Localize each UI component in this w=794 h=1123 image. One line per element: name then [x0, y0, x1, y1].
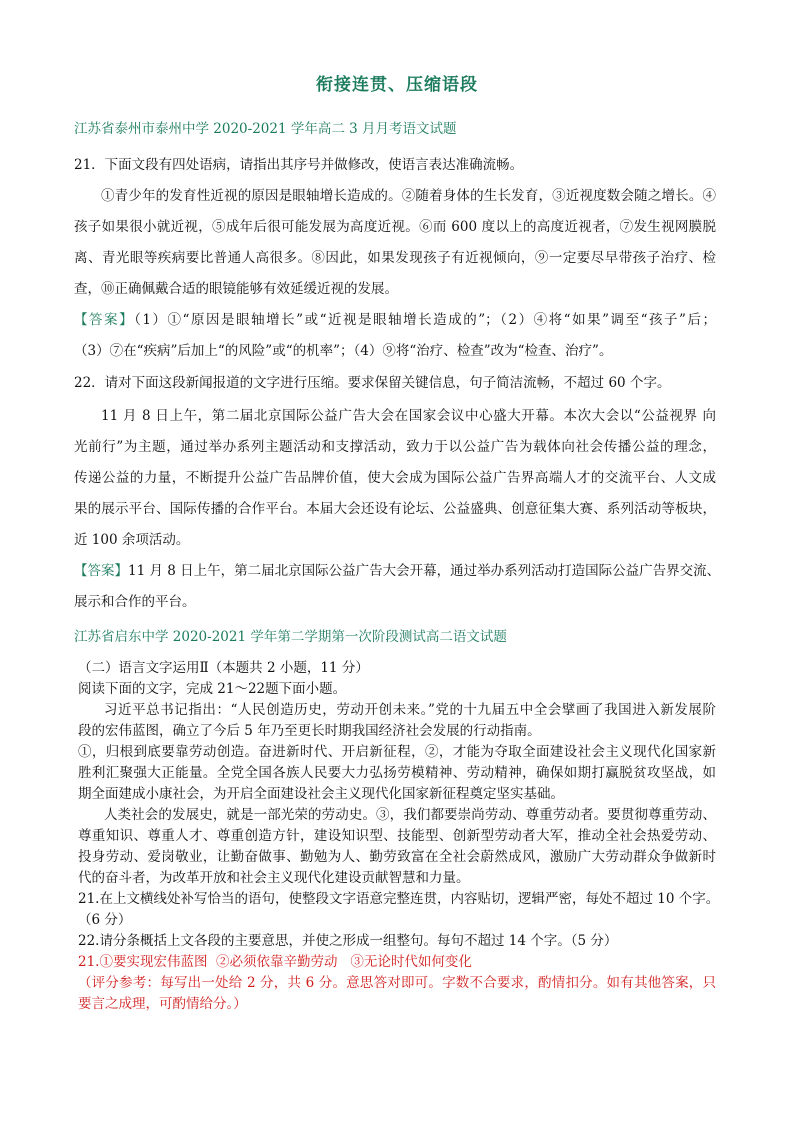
- scoring-note: （评分参考：每写出一处给 2 分，共 6 分。意思答对即可。字数不合要求，酌情扣分。如有其他答案，只: [78, 975, 716, 991]
- question-21-points: （6 分）: [78, 912, 132, 928]
- scoring-note: 要言之成理，可酌情给分。）: [78, 996, 247, 1012]
- q22-text-line: 传递公益的力量，不断提升公益广告品牌价值，使大会成为国际公益广告界高端人才的交流平台、人文成: [74, 470, 716, 486]
- q22-answer-line: 展示和合作的平台。: [74, 594, 196, 610]
- q21-text-line: 孩子如果很小就近视，⑤成年后很可能发展为高度近视。⑥而 600 度以上的高度近视者，⑦发生视网膜脱: [74, 219, 716, 235]
- passage-line: 代的奋斗者，为改革开放和社会主义现代化建设贡献智慧和力量。: [78, 870, 470, 886]
- section-heading: （二）语言文字运用Ⅱ（本题共 2 小题，11 分）: [78, 660, 369, 676]
- question-22: 22.请分条概括上文各段的主要意思，并使之形成一组整句。每句不超过 14 个字。（5 分）: [78, 933, 618, 949]
- answer-tag: 【答案】: [74, 563, 128, 579]
- answer-tag: 【答案】: [74, 312, 135, 328]
- question-21: 21.在上文横线处补写恰当的语句，使整段文字语意完整连贯，内容贴切，逻辑严密，每处不超过 10 个字。: [78, 891, 720, 907]
- passage-line: ①，归根到底要靠劳动创造。奋进新时代、开启新征程，②，才能为夺取全面建设社会主义现代化国家新: [78, 744, 716, 760]
- answer-text: （1）①“原因是眼轴增长”或“近视是眼轴增长造成的”；（2）④将“如果”调至“孩子”后；: [134, 312, 717, 328]
- q22-answer-line: [74, 559, 721, 579]
- question-21-prompt: 21．下面文段有四处语病，请指出其序号并做修改，使语言表达准确流畅。: [74, 157, 524, 173]
- passage-line: 段的宏伟蓝图，确立了今后 5 年乃至更长时期我国经济社会发展的行动指南。: [78, 723, 541, 739]
- q22-text-line: 11 月 8 日上午，第二届北京国际公益广告大会在国家会议中心盛大开幕。本次大会以“公益视界 向: [101, 408, 716, 424]
- source-heading-2: 江苏省启东中学 2020-2021 学年第二学期第一次阶段测试高二语文试题: [74, 629, 507, 645]
- source-heading-1: 江苏省泰州市泰州中学 2020-2021 学年高二 3 月月考语文试题: [74, 121, 457, 137]
- answer-21: 21.①要实现宏伟蓝图 ②必须依靠辛勤劳动 ③无论时代如何变化: [78, 954, 472, 970]
- passage-line: 期全面建成小康社会，为开启全面建设社会主义现代化国家新征程奠定坚实基础。: [78, 786, 564, 802]
- instruction: 阅读下面的文字，完成 21～22题下面小题。: [78, 681, 347, 697]
- q22-text-line: 果的展示平台、国际传播的合作平台。本届大会还设有论坛、公益盛典、创意征集大赛、系列活动等板块，: [74, 501, 716, 517]
- passage-line: 胜利汇聚强大正能量。全党全国各族人民要大力弘扬劳模精神、劳动精神，确保如期打赢脱贫攻坚战，如: [78, 765, 716, 781]
- q22-text-line: 近 100 余项活动。: [74, 532, 190, 548]
- passage-line: 尊重知识、尊重人才、尊重创造方针，建设知识型、技能型、创新型劳动者大军，推动全社会热爱劳动、: [78, 828, 716, 844]
- answer-text: 11 月 8 日上午，第二届北京国际公益广告大会开幕，通过举办系列活动打造国际公益广告界交流、: [128, 563, 721, 579]
- q21-text-line: 离、青光眼等疾病要比普通人高很多。⑧因此，如果发现孩子有近视倾向，⑨一定要尽早带孩子治疗、检: [74, 250, 716, 266]
- question-22-prompt: 22．请对下面这段新闻报道的文字进行压缩。要求保留关键信息，句子简洁流畅，不超过 60 个字。: [74, 375, 671, 391]
- q21-answer-line: （3）⑦在“疾病”后加上“的风险”或“的机率”；（4）⑨将“治疗、检查”改为“检查、治疗”。: [74, 343, 613, 359]
- q21-text-line: ①青少年的发育性近视的原因是眼轴增长造成的。②随着身体的生长发育，③近视度数会随之增长。④: [101, 188, 716, 204]
- passage-line: 习近平总书记指出：“人民创造历史，劳动开创未来。”党的十九届五中全会擘画了我国进入新发展阶: [104, 702, 716, 718]
- q21-answer-line: [74, 308, 716, 328]
- passage-line: 投身劳动、爱岗敬业，让勤奋做事、勤勉为人、勤劳致富在全社会蔚然成风，激励广大劳动群众争做新时: [78, 849, 716, 865]
- page-title: 衔接连贯、压缩语段: [316, 75, 478, 95]
- q21-text-line: 查，⑩正确佩戴合适的眼镜能够有效延缓近视的发展。: [74, 281, 398, 297]
- q22-text-line: 光前行”为主题，通过举办系列主题活动和支撑活动，致力于以公益广告为载体向社会传播公益的理念，: [74, 439, 716, 455]
- passage-line: 人类社会的发展史，就是一部光荣的劳动史。③，我们都要崇尚劳动、尊重劳动者。要贯彻尊重劳动、: [104, 807, 716, 823]
